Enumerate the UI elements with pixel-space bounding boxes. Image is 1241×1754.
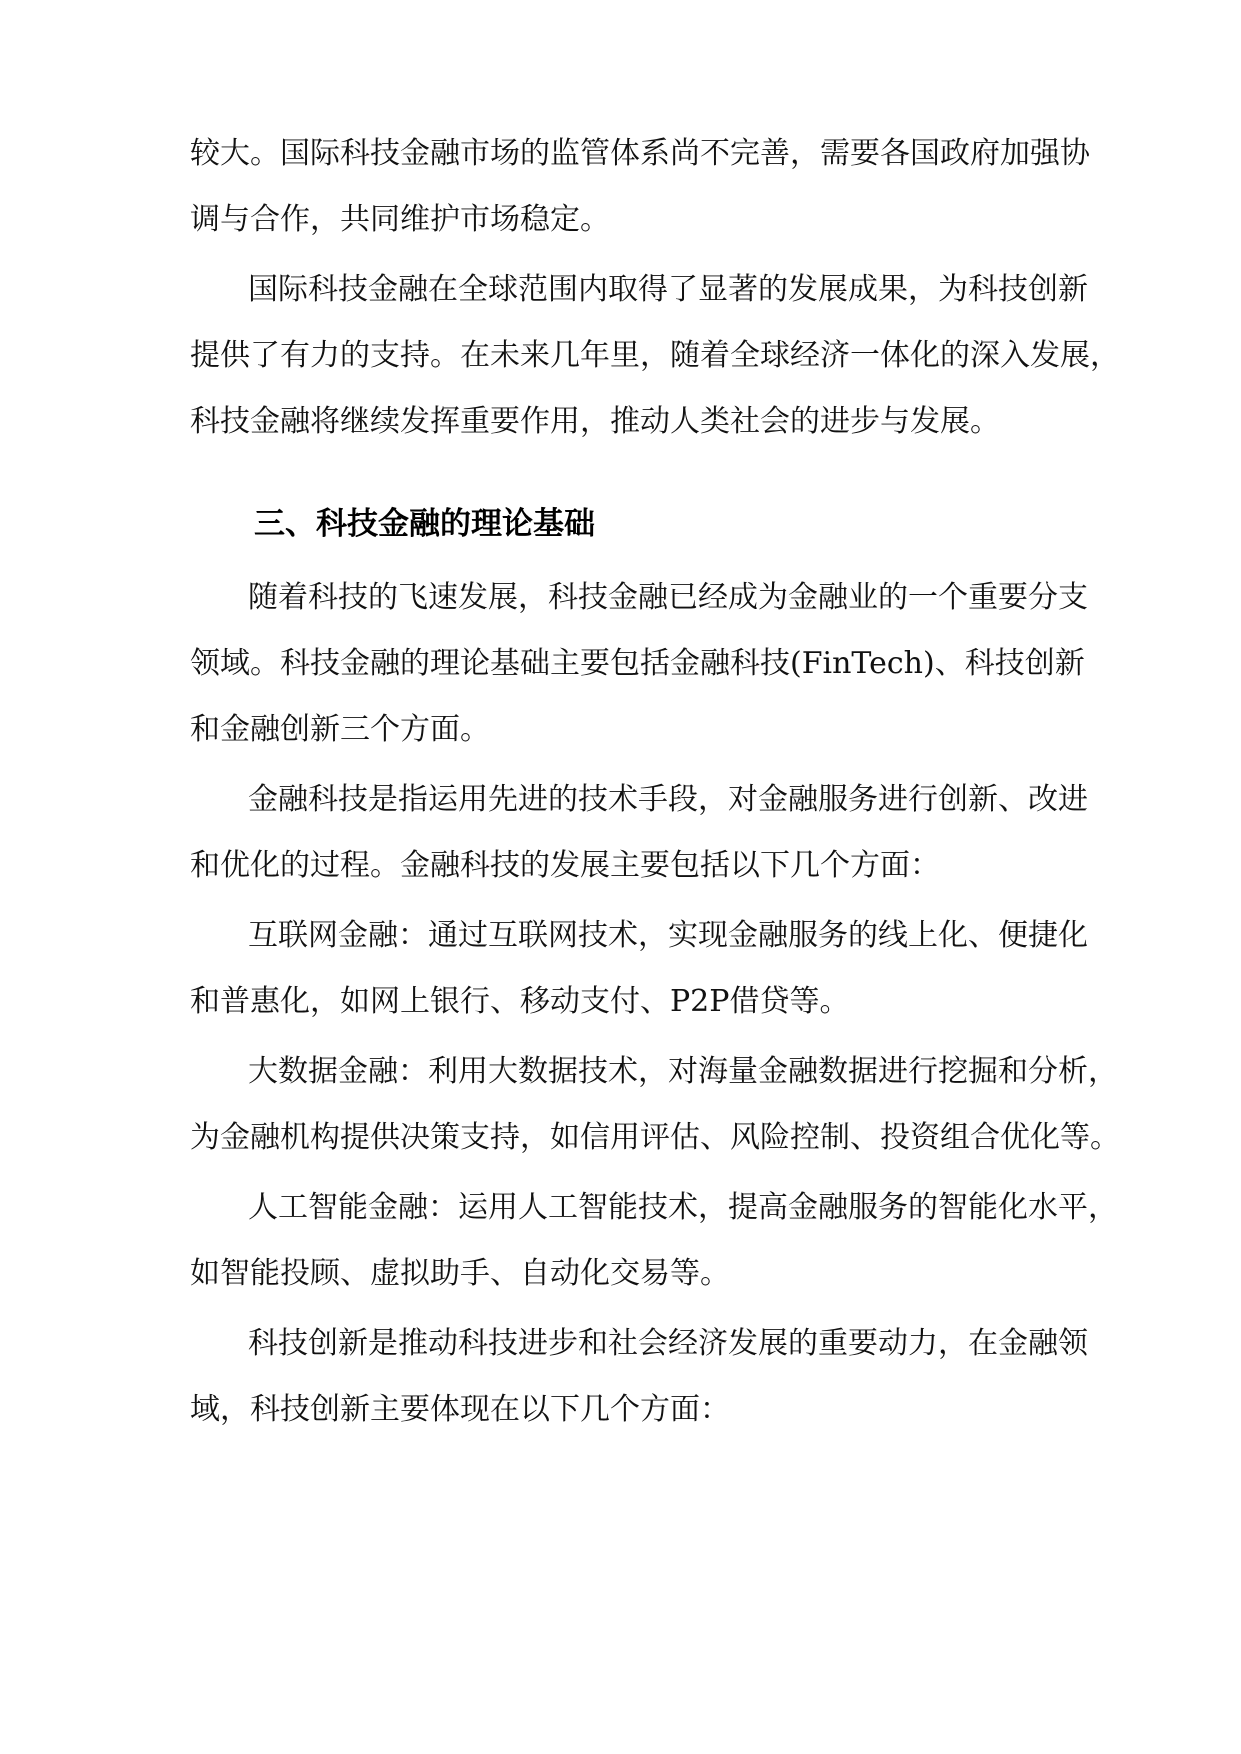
text-line: 域，科技创新主要体现在以下几个方面：	[190, 1392, 730, 1427]
text-line: 和普惠化，如网上银行、移动支付、P2P借贷等。	[190, 984, 850, 1019]
text-line: 为金融机构提供决策支持，如信用评估、风险控制、投资组合优化等。	[190, 1120, 1120, 1155]
text-line: 人工智能金融：运用人工智能技术，提高金融服务的智能化水平，	[248, 1190, 1118, 1225]
text-line: 大数据金融：利用大数据技术，对海量金融数据进行挖掘和分析，	[248, 1054, 1118, 1089]
text-line: 和金融创新三个方面。	[190, 712, 490, 747]
document-page	[190, 0, 1120, 1754]
text-line: 较大。国际科技金融市场的监管体系尚不完善，需要各国政府加强协	[190, 136, 1090, 171]
text-line: 和优化的过程。金融科技的发展主要包括以下几个方面：	[190, 848, 940, 883]
text-line: 金融科技是指运用先进的技术手段，对金融服务进行创新、改进	[248, 782, 1088, 817]
text-line: 互联网金融：通过互联网技术，实现金融服务的线上化、便捷化	[248, 918, 1088, 953]
text-line: 领域。科技金融的理论基础主要包括金融科技(FinTech)、科技创新	[190, 646, 1085, 681]
text-line: 如智能投顾、虚拟助手、自动化交易等。	[190, 1256, 730, 1291]
section-heading: 三、科技金融的理论基础	[254, 506, 595, 542]
text-line: 科技创新是推动科技进步和社会经济发展的重要动力，在金融领	[248, 1326, 1088, 1361]
text-line: 科技金融将继续发挥重要作用，推动人类社会的进步与发展。	[190, 404, 1000, 439]
text-line: 提供了有力的支持。在未来几年里，随着全球经济一体化的深入发展，	[190, 338, 1120, 373]
text-line: 国际科技金融在全球范围内取得了显著的发展成果，为科技创新	[248, 272, 1088, 307]
text-line: 随着科技的飞速发展，科技金融已经成为金融业的一个重要分支	[248, 580, 1088, 615]
text-line: 调与合作，共同维护市场稳定。	[190, 202, 610, 237]
